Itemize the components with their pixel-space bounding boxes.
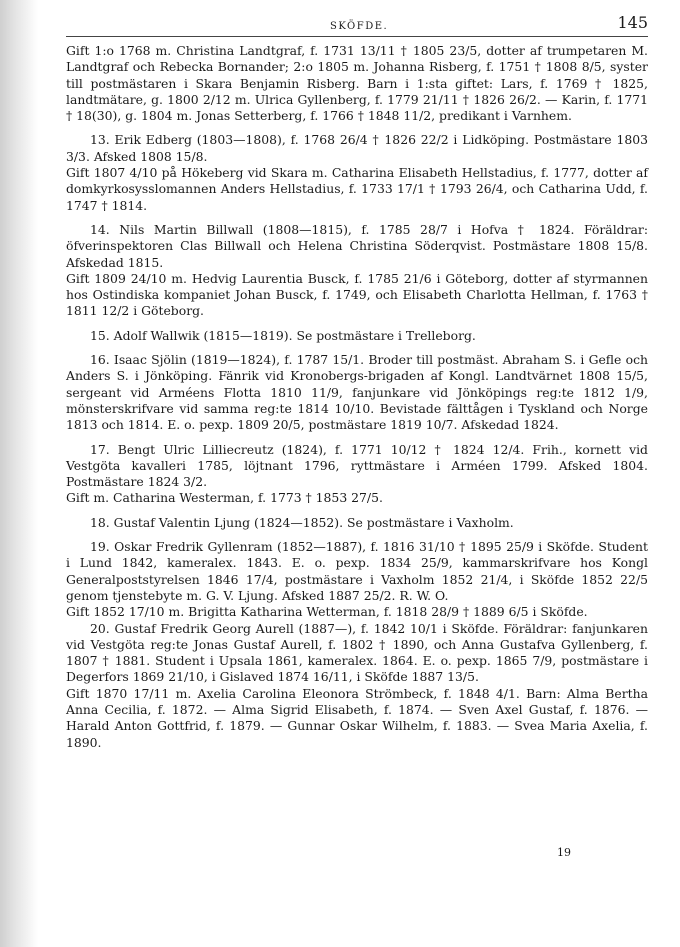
entry-18-gustaf-valentin-ljung: 18. Gustaf Valentin Ljung (1824—1852). Se postmästare i Vaxholm. <box>90 514 514 530</box>
paragraph-gift-landtgraf: Gift 1:o 1768 m. Christina Landtgraf, f. 1731 13/11 † 1805 23/5, dotter af trumpetaren M. Landtgraf och Rebecka Bornander; 2:o 1805 m. Johanna Risberg, f. 1751 † 1808 8/5, syster till postmästaren i Skara Benjamin Risberg. Barn i 1:sta giftet: Lars, f. 1769 † 1825, landtmätare, g. 1800 2/12 m. Ulrica Gyllenberg, f. 1779 21/11 † 1826 26/2. — Karin, f. 1771 † 18(30), g. 1804 m. Jonas Setterberg, f. 1766 † 1848 11/2, predikant i Varnhem. <box>66 43 648 124</box>
entry-16-isaac-sjolin: 16. Isaac Sjölin (1819—1824), f. 1787 15/1. Broder till postmäst. Abraham S. i Gefle och Anders S. i Jönköping. Fänrik vid Kronobergs-brigaden af Kongl. Landtvärnet 1808 15/5, sergeant vid Arméens Flotta 1810 11/9, fanjunkare vid Jönköpings reg:te 1812 1/9, mönsterskrifvare vid samma reg:te 1814 10/10. Bevistade fälttågen i Tyskland och Norge 1813 och 1814. E. o. pexp. 1809 20/5, postmästare 1819 10/7. Afskedad 1824. <box>66 352 648 433</box>
paragraph-gift-strombeck: Gift 1870 17/11 m. Axelia Carolina Eleonora Strömbeck, f. 1848 4/1. Barn: Alma Bertha Anna Cecilia, f. 1872. — Alma Sigrid Elisabeth, f. 1874. — Sven Axel Gustaf, f. 1876. — Harald Anton Gottfrid, f. 1879. — Gunnar Oskar Wilhelm, f. 1883. — Svea Maria Axelia, f. 1890. <box>66 685 648 750</box>
page-header <box>66 14 648 37</box>
paragraph-gift-westerman: Gift m. Catharina Westerman, f. 1773 † 1853 27/5. <box>66 490 383 506</box>
running-head: SKÖFDE. <box>330 21 389 32</box>
document-page <box>66 14 648 751</box>
entry-15-adolf-wallwik: 15. Adolf Wallwik (1815—1819). Se postmästare i Trelleborg. <box>90 327 476 343</box>
signature-mark: 19 <box>557 846 571 859</box>
book-spine-shadow <box>0 0 38 947</box>
paragraph-gift-hellstadius: Gift 1807 4/10 på Hökeberg vid Skara m. Catharina Elisabeth Hellstadius, f. 1777, dotter af domkyrkosysslomannen Anders Hellstadius, f. 1733 17/1 † 1793 26/4, och Catharina Udd, f. 1747 † 1814. <box>66 165 648 213</box>
paragraph-gift-wetterman: Gift 1852 17/10 m. Brigitta Katharina Wetterman, f. 1818 28/9 † 1889 6/5 i Sköfde. <box>66 604 588 620</box>
entry-20-gustaf-fredrik-georg-aurell: 20. Gustaf Fredrik Georg Aurell (1887—), f. 1842 10/1 i Sköfde. Föräldrar: fanjunkaren vid Vestgöta reg:te Jonas Gustaf Aurell, f. 1802 † 1890, och Anna Gustafva Gyllenberg, f. 1807 † 1881. Student i Upsala 1861, kameralex. 1864. E. o. pexp. 1865 7/9, postmästare i Degerfors 1869 21/10, i Gislaved 1874 16/11, i Sköfde 1887 13/5. <box>66 620 648 685</box>
paragraph-gift-busck: Gift 1809 24/10 m. Hedvig Laurentia Busck, f. 1785 21/6 i Göteborg, dotter af styrmannen hos Ostindiska kompaniet Johan Busck, f. 1749, och Elisabeth Charlotta Hellman, f. 1763 † 1811 12/2 i Göteborg. <box>66 270 648 319</box>
page-number: 145 <box>617 13 648 32</box>
entry-17-bengt-ulric-lilliecreutz: 17. Bengt Ulric Lilliecreutz (1824), f. 1771 10/12 † 1824 12/4. Frih., kornett vid Vestgöta kavalleri 1785, löjtnant 1796, ryttmästare i Arméen 1799. Afsked 1804. Postmästare 1824 3/2. <box>66 441 648 490</box>
entry-13-erik-edberg: 13. Erik Edberg (1803—1808), f. 1768 26/4 † 1826 22/2 i Lidköping. Postmästare 1803 3/3. Afsked 1808 15/8. <box>66 132 648 164</box>
entry-19-oskar-fredrik-gyllenram: 19. Oskar Fredrik Gyllenram (1852—1887), f. 1816 31/10 † 1895 25/9 i Sköfde. Student i Lund 1842, kameralex. 1843. E. o. pexp. 1834 25/9, kammarskrifvare hos Kongl Generalpoststyrelsen 1846 17/4, postmästare i Vaxholm 1852 21/4, i Sköfde 1852 22/5 genom tjenstebyte m. G. V. Ljung. Afsked 1887 25/2. R. W. O. <box>66 539 648 603</box>
entry-14-nils-martin-billwall: 14. Nils Martin Billwall (1808—1815), f. 1785 28/7 i Hofva † 1824. Föräldrar: öfverinspektoren Clas Billwall och Helena Christina Söderqvist. Postmästare 1808 15/8. Afskedad 1815. <box>66 221 648 270</box>
